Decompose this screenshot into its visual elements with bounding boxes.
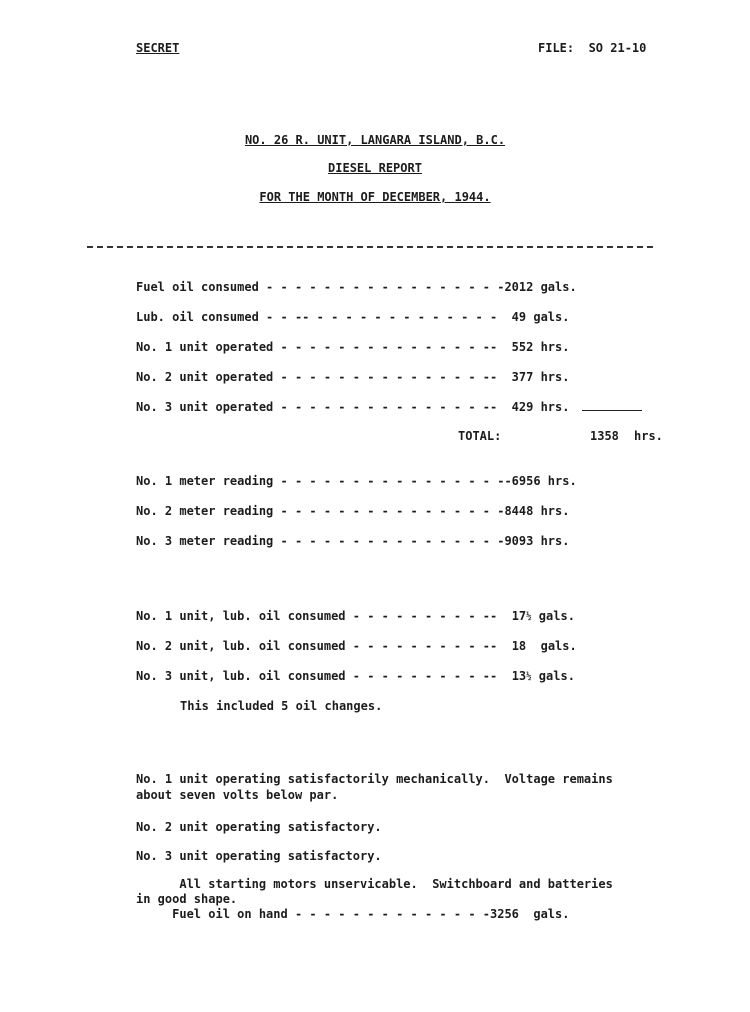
classification-mark: SECRET — [136, 41, 180, 55]
unit2-lub-oil-line — [136, 639, 577, 653]
unit1-remark-line1: No. 1 unit operating satisfactorily mechanically. Voltage remains — [136, 772, 613, 786]
unit2-remark: No. 2 unit operating satisfactory. — [136, 820, 382, 834]
unit1-lub-unit: gals. — [538, 609, 575, 623]
total-value: 1358 — [590, 429, 619, 443]
oil-changes-note: This included 5 oil changes. — [180, 699, 383, 713]
report-title: DIESEL REPORT — [328, 161, 422, 175]
unit3-operated-line: No. 3 unit operated - - - - - - - - - - - - - - -- 429 hrs. — [136, 400, 570, 414]
total-label: TOTAL: — [458, 429, 502, 443]
total-unit: hrs. — [634, 429, 663, 443]
file-number: SO 21-10 — [588, 41, 647, 55]
unit2-lub-label: No. 2 unit, lub. oil consumed - - - - - - - - - -- — [136, 639, 498, 653]
unit1-operated-line: No. 1 unit operated - - - - - - - - - - - - - - -- 552 hrs. — [136, 340, 570, 354]
unit3-lub-value: 13 — [511, 669, 527, 683]
unit3-remark: No. 3 unit operating satisfactory. — [136, 849, 382, 863]
meter1-reading-line: No. 1 meter reading - - - - - - - - - - - - - - - --6956 hrs. — [136, 474, 577, 488]
dashed-separator — [87, 246, 653, 248]
unit1-remark-line2: about seven volts below par. — [136, 788, 339, 802]
lub-oil-consumed-line: Lub. oil consumed - - -- - - - - - - - - - - - - - 49 gals. — [136, 310, 570, 324]
starting-motors-remark-line2: in good shape. — [136, 892, 238, 906]
unit3-lub-fraction: ½ — [526, 672, 532, 682]
unit2-operated-line: No. 2 unit operated - - - - - - - - - - - - - - -- 377 hrs. — [136, 370, 570, 384]
report-period: FOR THE MONTH OF DECEMBER, 1944. — [259, 190, 491, 204]
file-label: FILE: — [538, 41, 575, 55]
meter3-reading-line: No. 3 meter reading - - - - - - - - - - - - - - - -9093 hrs. — [136, 534, 570, 548]
starting-motors-remark-line1: All starting motors unservicable. Switchboard and batteries — [136, 877, 613, 891]
unit1-lub-oil-line — [136, 609, 575, 624]
total-underline — [582, 410, 642, 411]
unit1-lub-value: 17 — [511, 609, 527, 623]
unit3-lub-oil-line — [136, 669, 575, 684]
unit1-lub-label: No. 1 unit, lub. oil consumed - - - - - - - - - -- — [136, 609, 498, 623]
unit3-lub-unit: gals. — [538, 669, 575, 683]
unit3-lub-label: No. 3 unit, lub. oil consumed - - - - - - - - - -- — [136, 669, 498, 683]
unit2-lub-value: 18 — [511, 639, 527, 653]
fuel-oil-consumed-line: Fuel oil consumed - - - - - - - - - - - - - - - - -2012 gals. — [136, 280, 577, 294]
unit2-lub-unit: gals. — [540, 639, 577, 653]
meter2-reading-line: No. 2 meter reading - - - - - - - - - - - - - - - -8448 hrs. — [136, 504, 570, 518]
unit-title: NO. 26 R. UNIT, LANGARA ISLAND, B.C. — [244, 133, 506, 147]
fuel-on-hand-line: Fuel oil on hand - - - - - - - - - - - - - -3256 gals. — [136, 907, 570, 921]
file-reference — [538, 41, 646, 55]
unit1-lub-fraction: ½ — [526, 612, 532, 622]
